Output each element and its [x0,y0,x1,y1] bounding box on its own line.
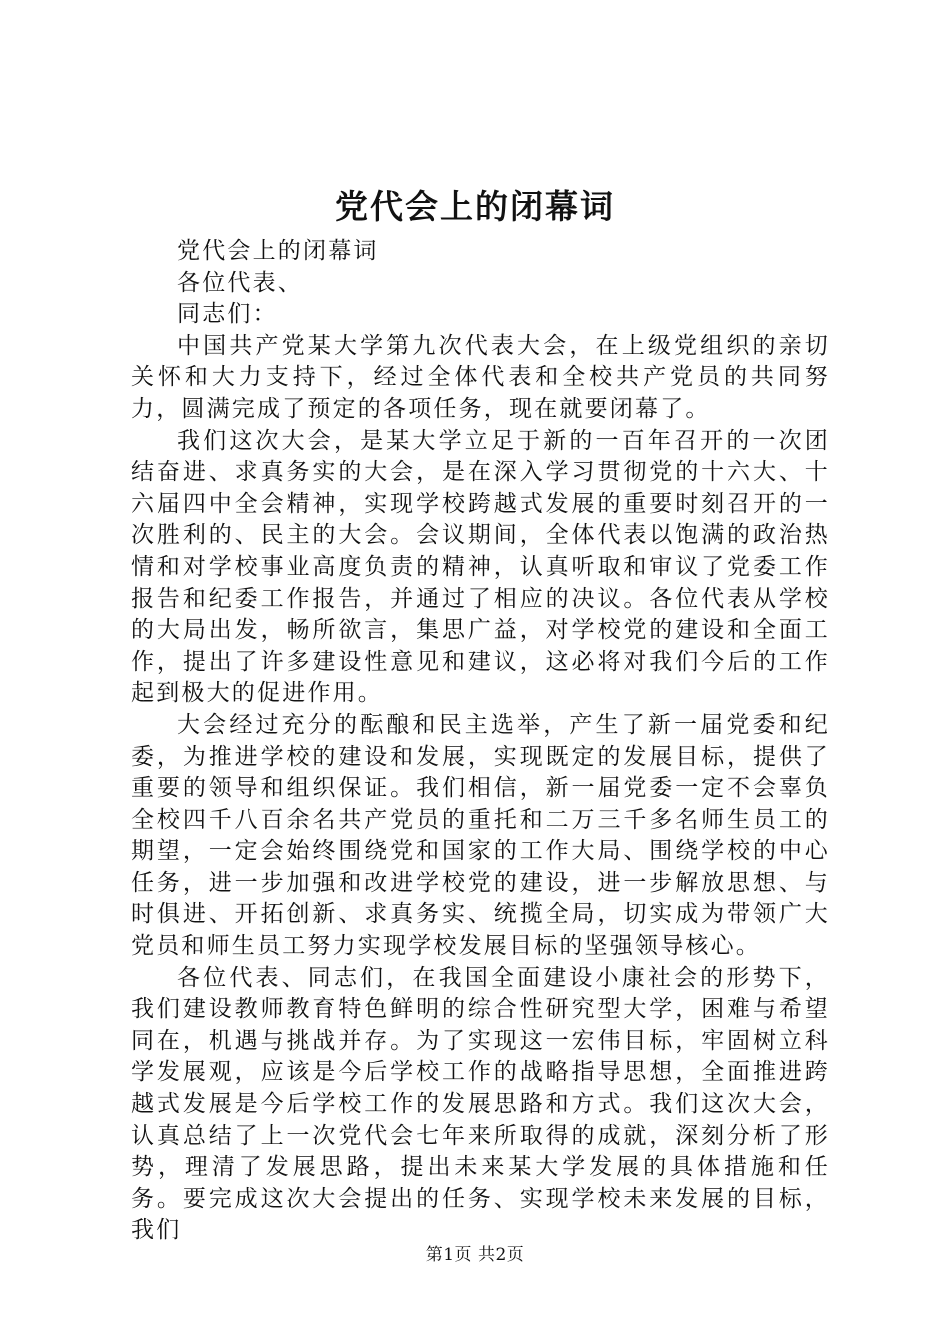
paragraph-salutation-comrades: 同志们： [177,301,278,328]
paragraph-election: 大会经过充分的酝酿和民主选举，产生了新一届党委和纪委，为推进学校的建设和发展，实现既定的发展目标，提供了重要的领导和组织保证。我们相信，新一届党委一定不会辜负全校四千八百余名共产党员的重托和二万三千多名师生员工的期望，一定会始终围绕党和国家的工作大局、围绕学校的中心任务，进一步加强和改进学校党的建设，进一步解放思想、与时俱进、开拓创新、求真务实、统揽全局，切实成为带领广大党员和师生员工努力实现学校发展目标的坚强领导核心。 [131,711,830,960]
page-number-footer: 第1页 共2页 [425,1245,525,1265]
document-title: 党代会上的闭幕词 [335,187,615,226]
paragraph-meeting-summary: 我们这次大会，是某大学立足于新的一百年召开的一次团结奋进、求真务实的大会，是在深入学习贯彻党的十六大、十六届四中全会精神，实现学校跨越式发展的重要时刻召开的一次胜利的、民主的大会。会议期间，全体代表以饱满的政治热情和对学校事业高度负责的精神，认真听取和审议了党委工作报告和纪委工作报告，并通过了相应的决议。各位代表从学校的大局出发，畅所欲言，集思广益，对学校党的建设和全面工作，提出了许多建设性意见和建议，这必将对我们今后的工作起到极大的促进作用。 [131,427,830,707]
paragraph-opening: 中国共产党某大学第九次代表大会，在上级党组织的亲切关怀和大力支持下，经过全体代表和全校共产党员的共同努力，圆满完成了预定的各项任务，现在就要闭幕了。 [131,332,830,422]
paragraph-subtitle: 党代会上的闭幕词 [177,238,379,264]
document-body [131,236,830,1247]
paragraph-future-goals: 各位代表、同志们，在我国全面建设小康社会的形势下，我们建设教师教育特色鲜明的综合性研究型大学，困难与希望同在，机遇与挑战并存。为了实现这一宏伟目标，牢固树立科学发展观，应该是今后学校工作的战略指导思想，全面推进跨越式发展是今后学校工作的发展思路和方式。我们这次大会，认真总结了上一次党代会七年来所取得的成就，深刻分析了形势，理清了发展思路，提出未来某大学发展的具体措施和任务。要完成这次大会提出的任务、实现学校未来发展的目标，我们 [131,964,830,1244]
paragraph-salutation-delegates: 各位代表、 [177,269,303,296]
